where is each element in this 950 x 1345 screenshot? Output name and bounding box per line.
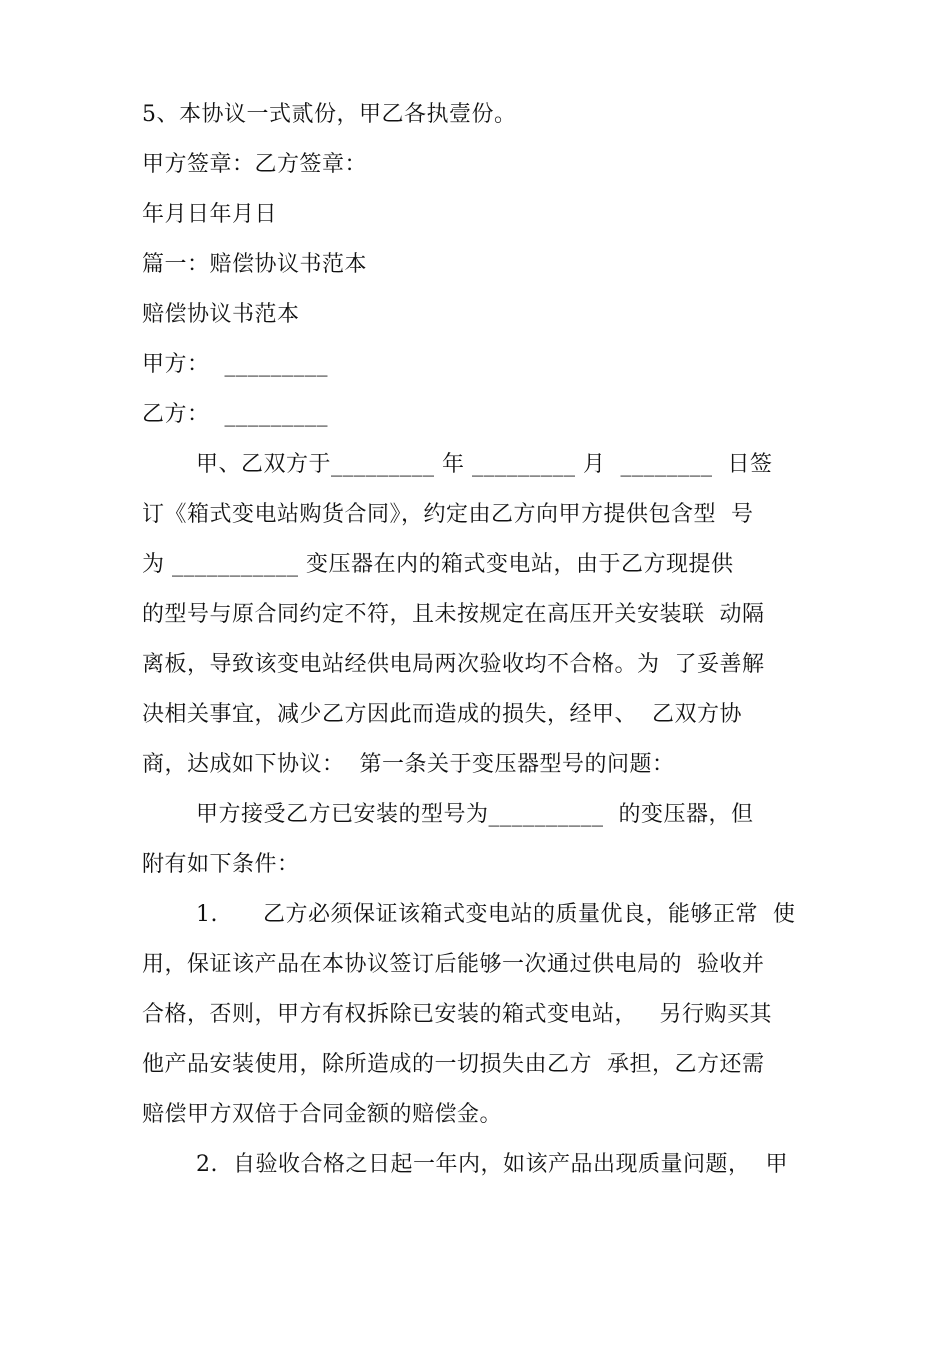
- paragraph-line: 合格，否则，甲方有权拆除已安装的箱式变电站， 另行购买其: [142, 1002, 772, 1027]
- paragraph-line: 的型号与原合同约定不符，且未按规定在高压开关安装联 动隔: [142, 602, 765, 627]
- signature-line: 甲方签章：乙方签章：: [142, 152, 368, 177]
- paragraph-line: 订《箱式变电站购货合同》，约定由乙方向甲方提供包含型 号: [142, 502, 754, 527]
- paragraph-line: 决相关事宜，减少乙方因此而造成的损失，经甲、 乙双方协: [142, 702, 742, 727]
- section-heading: 篇一：赔偿协议书范本: [142, 252, 368, 277]
- paragraph-line: 甲、乙双方于_________ 年 _________ 月 ________ 日签: [196, 452, 773, 477]
- paragraph-line: 他产品安装使用，除所造成的一切损失由乙方 承担，乙方还需: [142, 1052, 765, 1077]
- paragraph-line: 赔偿甲方双倍于合同金额的赔偿金。: [142, 1102, 503, 1127]
- paragraph-line: 用，保证该产品在本协议签订后能够一次通过供电局的 验收并: [142, 952, 765, 977]
- list-item-1: 1. 乙方必须保证该箱式变电站的质量优良，能够正常 使: [196, 902, 796, 927]
- party-a-line: 甲方： _________: [142, 352, 328, 377]
- list-item-2: 2. 自验收合格之日起一年内，如该产品出现质量问题， 甲: [196, 1152, 788, 1177]
- date-line: 年月日年月日: [142, 202, 278, 227]
- party-b-line: 乙方： _________: [142, 402, 328, 427]
- document-title: 赔偿协议书范本: [142, 302, 300, 327]
- paragraph-line: 离板，导致该变电站经供电局两次验收均不合格。为 了妥善解: [142, 652, 765, 677]
- paragraph-line: 为 ___________ 变压器在内的箱式变电站，由于乙方现提供: [142, 552, 734, 577]
- paragraph-line: 甲方接受乙方已安装的型号为__________ 的变压器，但: [196, 802, 754, 827]
- clause-5: 5、本协议一式贰份，甲乙各执壹份。: [142, 102, 517, 127]
- paragraph-line: 商，达成如下协议： 第一条关于变压器型号的问题：: [142, 752, 675, 777]
- paragraph-line: 附有如下条件：: [142, 852, 300, 877]
